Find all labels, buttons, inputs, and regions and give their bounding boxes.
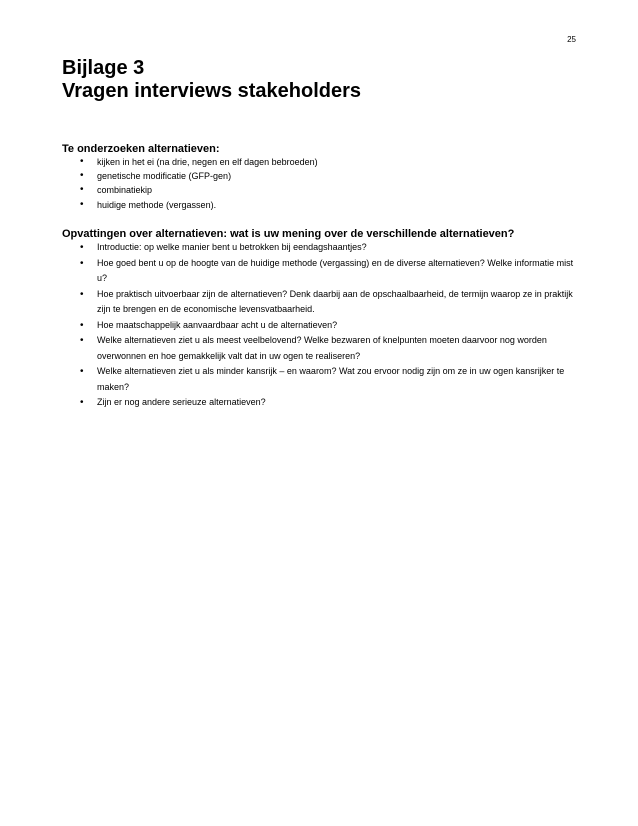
- list-item: • Welke alternatieven ziet u als minder kansrijk – en waarom? Wat zou ervoor nodig zijn om ze in uw ogen kansrijker te maken?: [62, 364, 582, 395]
- questions-list: [62, 240, 582, 411]
- list-item: • Introductie: op welke manier bent u betrokken bij eendagshaantjes?: [62, 240, 582, 256]
- list-item: • huidige methode (vergassen).: [62, 198, 582, 212]
- list-item: • Hoe maatschappelijk aanvaardbaar acht u de alternatieven?: [62, 318, 582, 334]
- page-title: [62, 57, 361, 103]
- list-item: • Welke alternatieven ziet u als meest veelbelovend? Welke bezwaren of knelpunten moeten daarvoor nog worden overwonnen en hoe gemakkelijk valt dat in uw ogen te realiseren?: [62, 333, 582, 364]
- list-item: • kijken in het ei (na drie, negen en elf dagen bebroeden): [62, 155, 582, 169]
- list-item: • Zijn er nog andere serieuze alternatieven?: [62, 395, 582, 411]
- list-item: • genetische modificatie (GFP-gen): [62, 169, 582, 183]
- list-item: • combinatiekip: [62, 183, 582, 197]
- opinions-section-title: Opvattingen over alternatieven: wat is uw mening over de verschillende alternatieven?: [62, 228, 515, 240]
- appendix-title: Vragen interviews stakeholders: [62, 80, 362, 102]
- list-item: • Hoe praktisch uitvoerbaar zijn de alternatieven? Denk daarbij aan de opschaalbaarheid, de termijn waarop ze in praktijk zijn te brengen en de economische levensvatbaarheid.: [62, 287, 582, 318]
- page-number: 25: [567, 35, 576, 44]
- alternatives-list: [62, 155, 582, 212]
- list-item: • Hoe goed bent u op de hoogte van de huidige methode (vergassing) en de diverse alternatieven? Welke informatie mist u?: [62, 256, 582, 287]
- appendix-label: Bijlage 3: [62, 57, 145, 79]
- alternatives-section-title: Te onderzoeken alternatieven:: [62, 143, 220, 155]
